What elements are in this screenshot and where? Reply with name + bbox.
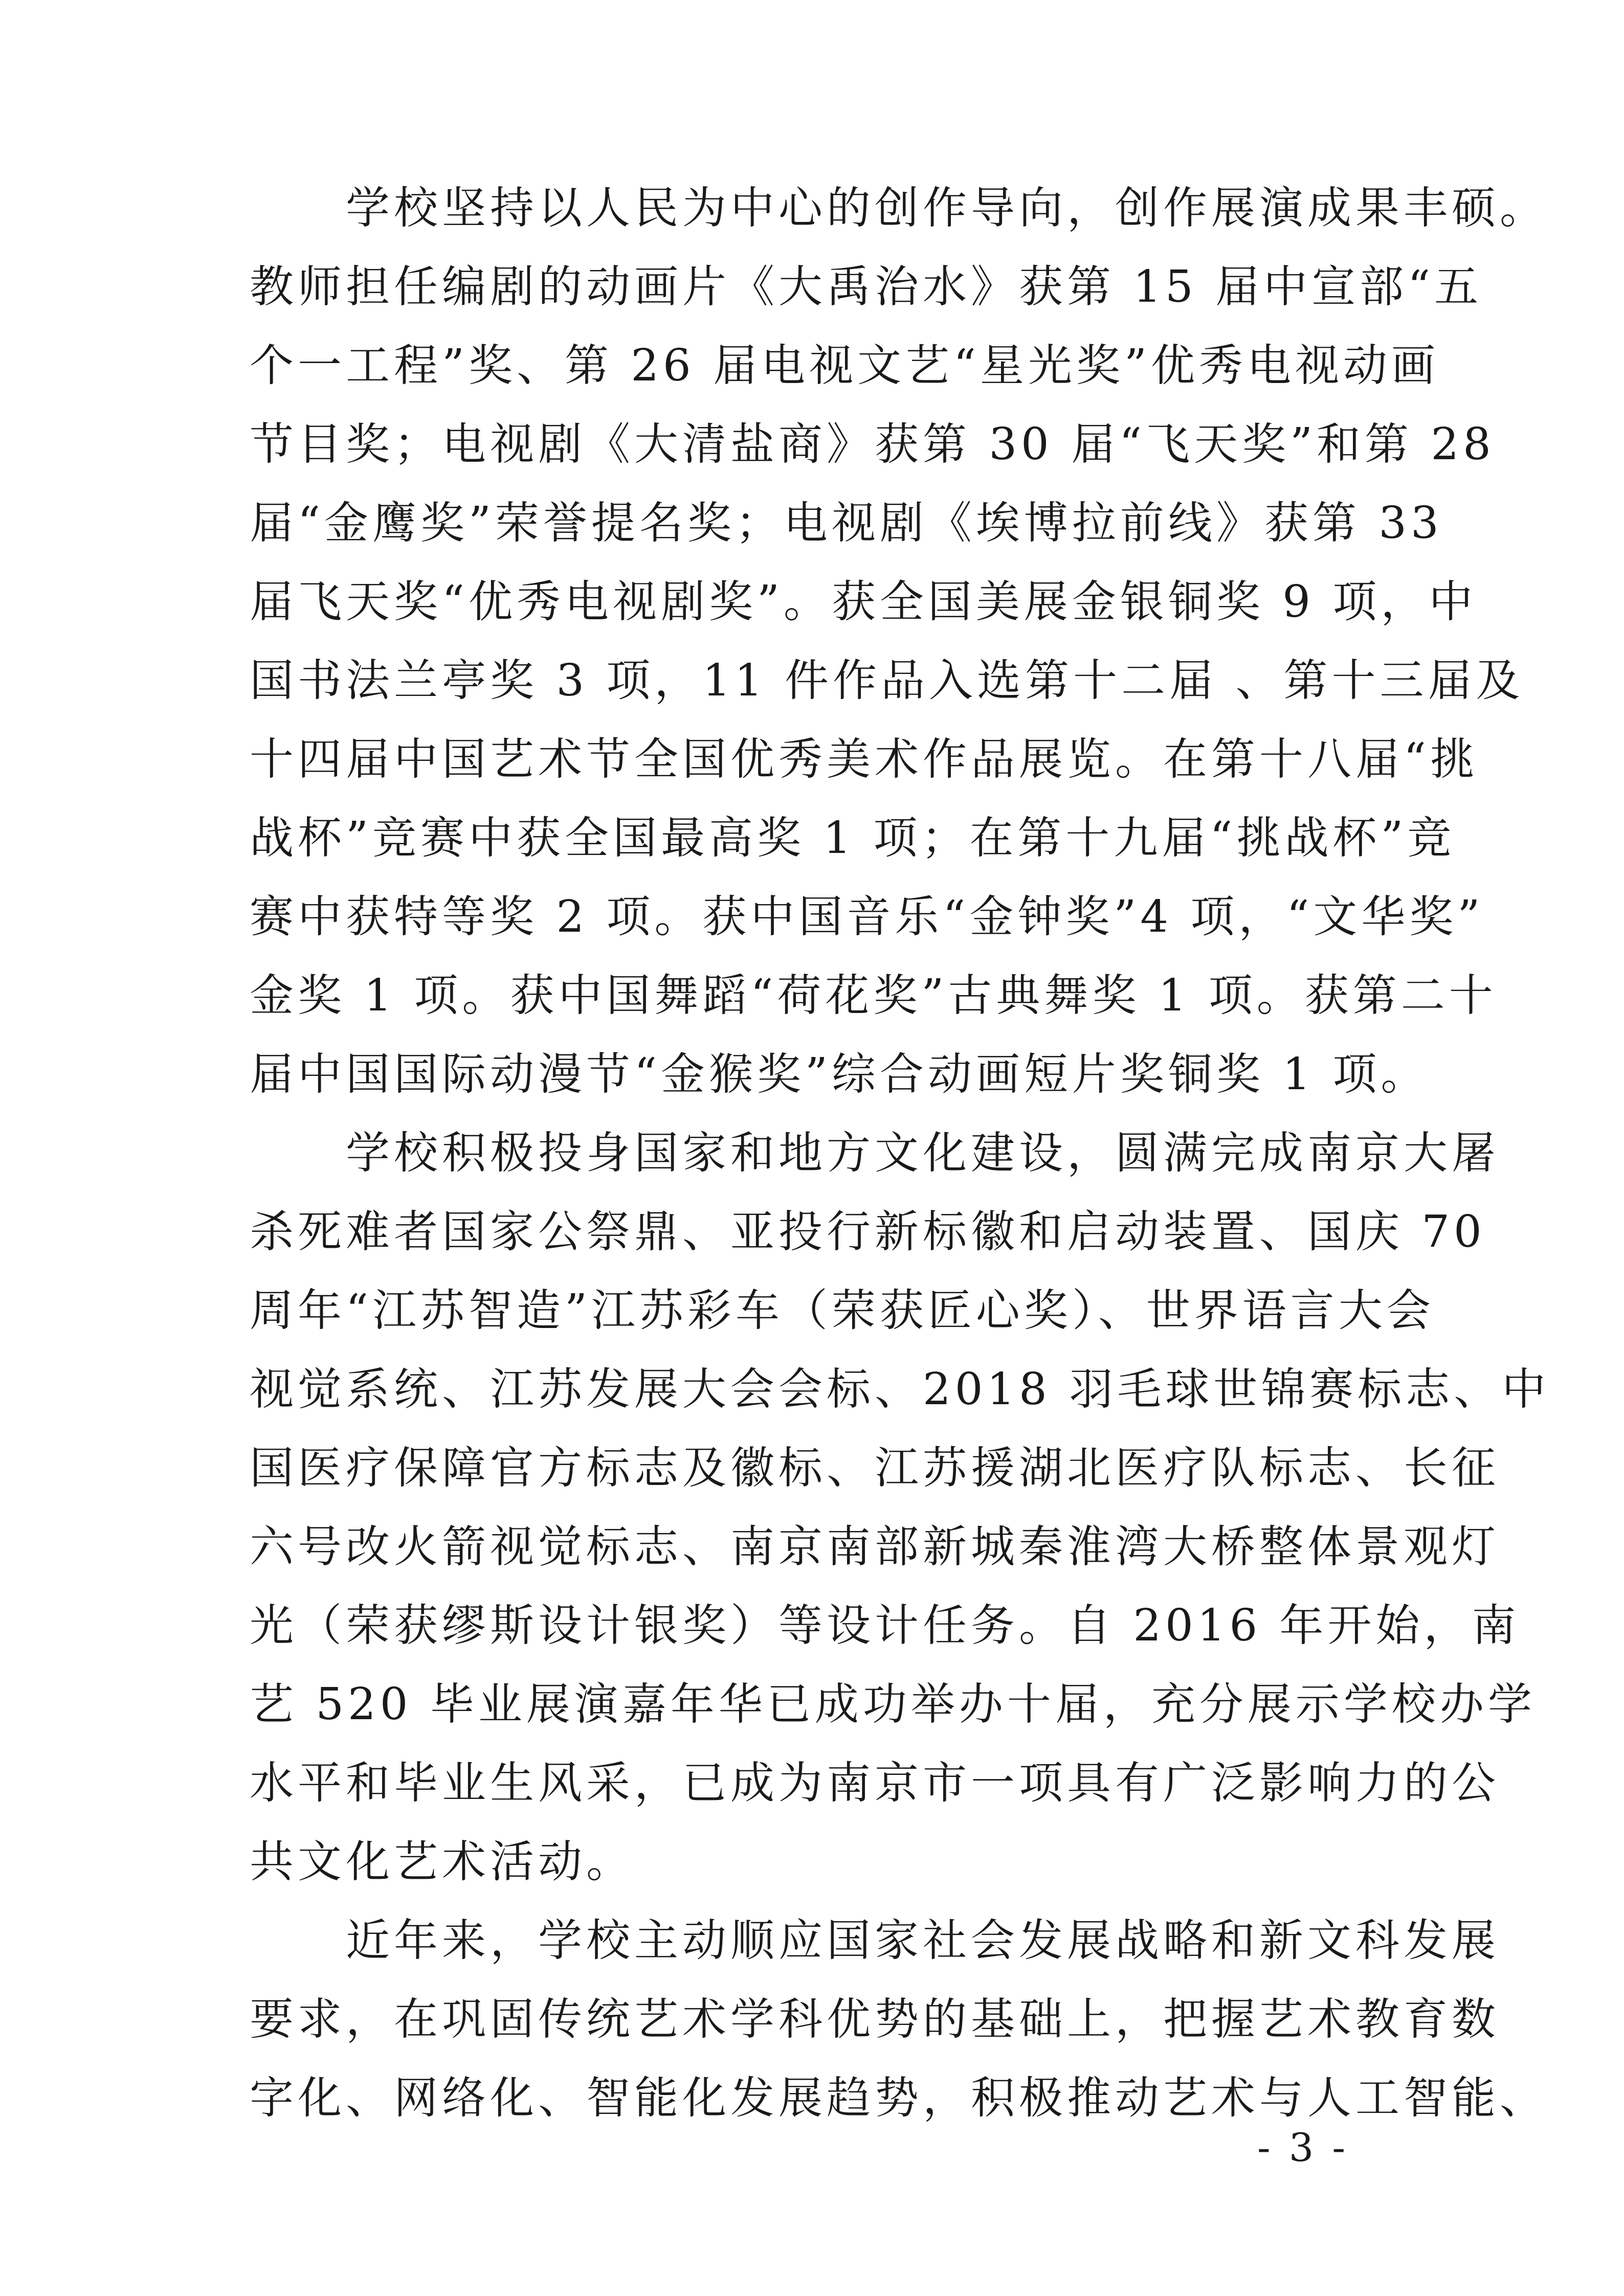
text-line: 节目奖；电视剧《大清盐商》获第 30 届“飞天奖”和第 28 — [250, 419, 1495, 470]
text-line: 杀死难者国家公祭鼎、亚投行新标徽和启动装置、国庆 70 — [250, 1206, 1486, 1257]
text-line: 赛中获特等奖 2 项。获中国音乐“金钟奖”4 项，“文华奖” — [250, 891, 1484, 942]
text-line: 国医疗保障官方标志及徽标、江苏援湖北医疗队标志、长征 — [250, 1443, 1500, 1494]
text-line: 届中国国际动漫节“金猴奖”综合动画短片奖铜奖 1 项。 — [250, 1049, 1429, 1100]
text-line: 届“金鹰奖”荣誉提名奖；电视剧《埃博拉前线》获第 33 — [250, 498, 1443, 549]
text-line: 字化、网络化、智能化发展趋势，积极推动艺术与人工智能、 — [250, 2073, 1548, 2124]
text-line: 届飞天奖“优秀电视剧奖”。获全国美展金银铜奖 9 项，中 — [250, 576, 1477, 627]
text-line: 个一工程”奖、第 26 届电视文艺“星光奖”优秀电视动画 — [250, 340, 1440, 391]
text-line: 教师担任编剧的动画片《大禹治水》获第 15 届中宣部“五 — [250, 261, 1483, 312]
text-line: 视觉系统、江苏发展大会会标、2018 羽毛球世锦赛标志、中 — [250, 1364, 1550, 1415]
body-text — [250, 169, 1550, 2137]
page-number: - 3 - — [1257, 2125, 1349, 2170]
text-line: 共文化艺术活动。 — [250, 1836, 634, 1887]
text-line: 水平和毕业生风采，已成为南京市一项具有广泛影响力的公 — [250, 1758, 1500, 1809]
text-line: 学校坚持以人民为中心的创作导向，创作展演成果丰硕。 — [250, 183, 1548, 234]
paragraph-creative-achievements — [250, 169, 1548, 1114]
text-line: 金奖 1 项。获中国舞蹈“荷花奖”古典舞奖 1 项。获第二十 — [250, 970, 1497, 1021]
text-line: 战杯”竞赛中获全国最高奖 1 项；在第十九届“挑战杯”竞 — [250, 813, 1456, 864]
text-line: 学校积极投身国家和地方文化建设，圆满完成南京大屠 — [250, 1128, 1500, 1179]
text-line: 周年“江苏智造”江苏彩车（荣获匠心奖）、世界语言大会 — [250, 1285, 1435, 1336]
text-line: 艺 520 毕业展演嘉年华已成功举办十届，充分展示学校办学 — [250, 1679, 1536, 1730]
paragraph-new-liberal-arts — [250, 1901, 1548, 2137]
text-line: 近年来，学校主动顺应国家社会发展战略和新文科发展 — [250, 1915, 1500, 1966]
text-line: 十四届中国艺术节全国优秀美术作品展览。在第十八届“挑 — [250, 734, 1478, 785]
text-line: 光（荣获缪斯设计银奖）等设计任务。自 2016 年开始，南 — [250, 1600, 1520, 1651]
text-line: 六号改火箭视觉标志、南京南部新城秦淮湾大桥整体景观灯 — [250, 1521, 1500, 1572]
text-line: 要求，在巩固传统艺术学科优势的基础上，把握艺术教育数 — [250, 1994, 1500, 2045]
paragraph-cultural-construction — [250, 1114, 1550, 1901]
text-line: 国书法兰亭奖 3 项，11 件作品入选第十二届 、第十三届及 — [250, 655, 1524, 706]
